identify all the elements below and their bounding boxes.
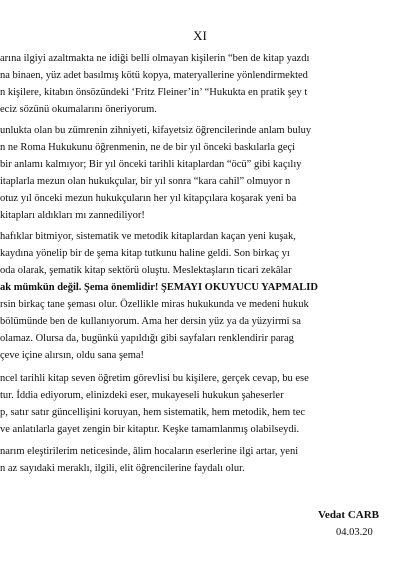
text-line: p, satır satır güncellişini koruyan, hem sistematik, hem metodik, hem tec	[0, 407, 306, 418]
text-line: bölümünde ben de kullanıyorum. Ama her dersin yüz ya da yüzyirmi sa	[0, 316, 301, 327]
text-line: narım eleştirilerim neticesinde, âlim hocaların eserlerine ilgi artar, yeni	[0, 446, 299, 457]
page-number: XI	[193, 28, 207, 43]
text-line: ncel tarihli kitap seven öğretim görevlisi bu kişilere, gerçek cevap, bu ese	[0, 373, 309, 384]
text-line: tur. İddia ediyorum, elinizdeki eser, mukayeseli hukukun şaheserler	[0, 390, 284, 401]
text-line: bir anlamı kalmıyor; Bir yıl önceki tarihli kitaplardan “öcü” gibi kaçılıy	[0, 159, 302, 170]
text-line: kitapları aldıkları mı zannediliyor!	[0, 210, 145, 221]
text-line: rsin birkaç tane şeması olur. Özellikle miras hukukunda ve medeni hukuk	[0, 299, 309, 310]
text-line: eciz sözünü okumalarını öneriyorum.	[0, 104, 157, 115]
text-line-emphasis: ak mümkün değil. Şema önemlidir! ŞEMAYI OKUYUCU YAPMALID	[0, 282, 318, 293]
text-line: olamaz. Olursa da, bugünkü yapıldığı gibi sayfaları renklendirir parag	[0, 333, 294, 344]
text-line: n kişilere, kitabın önsözündeki ‘Fritz Fleiner’in’ “Hukukta en pratik şey t	[0, 87, 308, 98]
text-line: itaplarla mezun olan hukukçular, bir yıl sonra “kara cahil” olmuyor n	[0, 176, 291, 187]
text-line: kaydına yönelip bir de şema kitap tutkunu haline geldi. Son birkaç yı	[0, 248, 290, 259]
text-line: hafıklar bitmiyor, sistematik ve metodik kitaplardan kaçan yeni kuşak,	[0, 231, 296, 242]
text-line: na binaen, yüz adet basılmış kötü kopya, materyallerine yönlendirmekted	[0, 70, 308, 81]
text-line: arına ilgiyi azaltmakta ne idiği belli olmayan kişilerin “ben de kitap yazdı	[0, 53, 310, 64]
text-line: çeve içine alırsın, oldu sana şema!	[0, 350, 145, 361]
signature-date: 04.03.20	[336, 527, 373, 538]
text-line: unlukta olan bu zümrenin zihniyeti, kifayetsiz öğrencilerinde anlam buluy	[0, 125, 312, 136]
author-signature: Vedat CARB	[318, 509, 380, 521]
text-line: n az sayıdaki meraklı, ilgili, elit öğrencilerine faydalı olur.	[0, 463, 245, 474]
text-line: otuz yıl önceki mezun hukukçuların her yıl kitapçılara koşarak yeni ba	[0, 193, 297, 204]
text-line: oda olarak, şematik kitap sektörü oluştu. Meslektaşların ticari zekâlar	[0, 265, 292, 276]
text-line: ve anlatılarla gayet zengin bir kitaptır. Keşke tamamlanmış olabilseydi.	[0, 424, 300, 435]
text-line: n ne Roma Hukukunu öğrenmenin, ne de bir yıl önceki baskılarla geçi	[0, 142, 296, 153]
